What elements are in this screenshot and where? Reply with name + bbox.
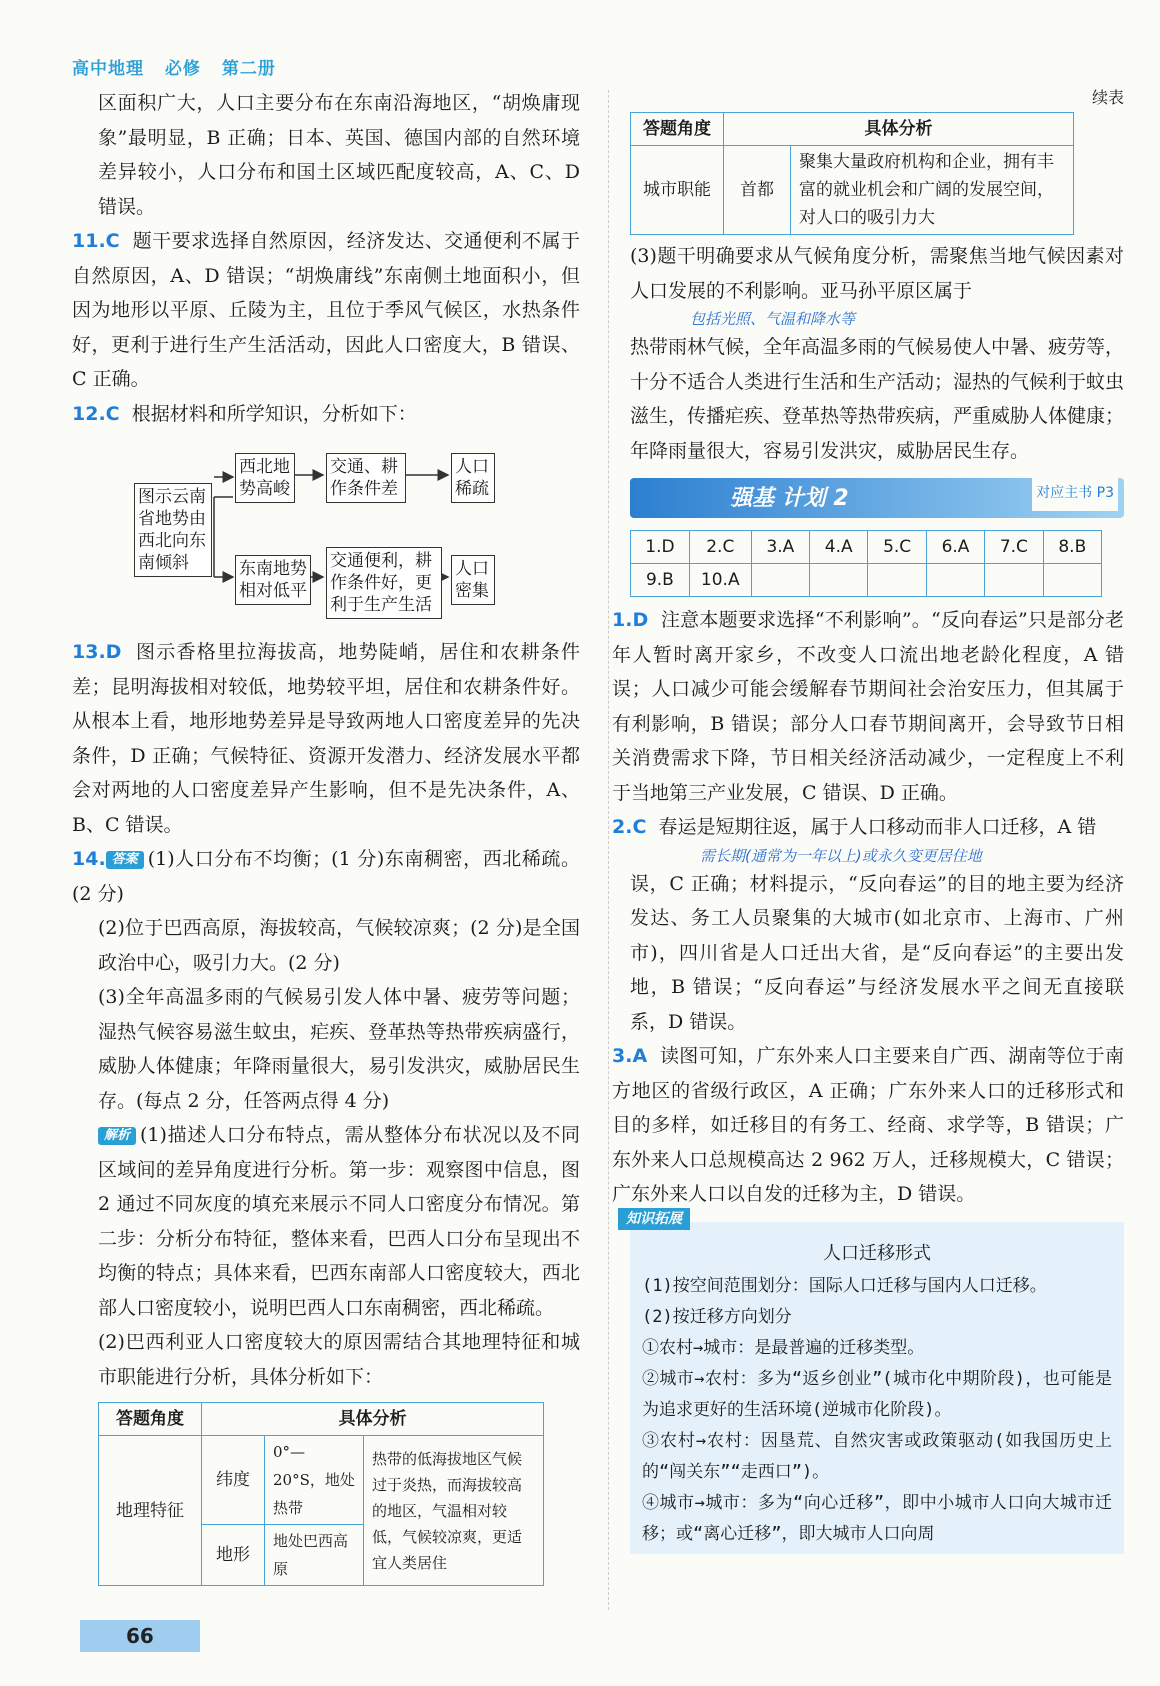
extension-line-2: (2)按迁移方向划分 <box>642 1306 792 1327</box>
flow-top1: 西北地势高峻 <box>235 453 295 503</box>
flow-bot3: 人口密集 <box>451 555 495 605</box>
extension-line-3: ①农村→城市：是最普遍的迁移类型。 <box>642 1337 925 1358</box>
q14-analysis-2: (2)巴西利亚人口密度较大的原因需结合其地理特征和城市职能进行分析，具体分析如下： <box>98 1331 580 1388</box>
flow-start: 图示云南省地势由西北向东南倾斜 <box>134 483 212 577</box>
question-13 <box>72 635 580 842</box>
header-volume: 第二册 <box>221 59 276 79</box>
answer-cell: 5.C <box>868 531 926 564</box>
flow-diagram <box>98 437 580 629</box>
q14-analysis-text-1: (1)描述人口分布特点，需从整体分布状况以及不同区域间的差异角度进行分析。第一步：观察图中信息，图 2 通过不同灰度的填充来展示不同人口密度分布情况。第二步：分析分布特征，整体来看，巴西人口分布呈现出不均衡的特点；具体来看，巴西东南部人口密度较大，西北部人口密度较小，说明巴西人口东南稠密，西北稀疏。 <box>98 1124 580 1319</box>
running-header <box>72 54 290 79</box>
answer-tag: 答案 <box>106 851 144 869</box>
ctable-desc: 聚集大量政府机构和企业，拥有丰富的就业机会和广阔的发展空间，对人口的吸引力大 <box>791 146 1074 235</box>
q14-answer-1: (1)人口分布不均衡；(1 分)东南稠密，西北稀疏。(2 分) <box>72 848 580 905</box>
r2-text-a: 春运是短期往返，属于人口移动而非人口迁移，A 错 <box>658 816 1097 838</box>
continued-label: 续表 <box>1091 88 1124 107</box>
column-divider <box>608 90 609 1610</box>
answer-cell: 10.A <box>689 564 751 597</box>
table-latitude-label: 纬度 <box>202 1436 265 1525</box>
r-question-3 <box>612 1039 1124 1212</box>
flow-bot1: 东南地势相对低平 <box>235 555 311 605</box>
left-column <box>72 86 580 1586</box>
annotation-climate: 包括光照、气温和降水等 <box>690 310 856 328</box>
table-header-analysis: 具体分析 <box>202 1403 544 1436</box>
answer-cell: 9.B <box>631 564 690 597</box>
q13-text: 图示香格里拉海拔高，地势陡峭，居住和农耕条件差；昆明海拔相对较低，地势较平坦，居住和农耕条件好。从根本上看，地形地势差异是导致两地人口密度差异的先决条件，D 正确；气候特征、资源开发潜力、经济发展水平都会对两地的人口密度差异产生影响，但不是先决条件，A、B、C 错误。 <box>72 641 580 836</box>
table-header-angle: 答题角度 <box>99 1403 202 1436</box>
q14-analysis-3b: 热带雨林气候，全年高温多雨的气候易使人中暑、疲劳等，十分不适合人类进行生活和生产活动；湿热的气候利于蚊虫滋生，传播疟疾、登革热等热带疾病，严重威胁人体健康；年降雨量很大，容易引发洪灾，威胁居民生存。 <box>630 336 1125 462</box>
table-climate-analysis: 热带的低海拔地区气候过于炎热，而海拔较高的地区，气温相对较低，气候较凉爽，更适宜人类居住 <box>364 1436 544 1586</box>
r1-number: 1.D <box>612 609 649 631</box>
r2-text-b: 误，C 正确；材料提示，“反向春运”的目的地主要为经济发达、务工人员聚集的大城市(如北京市、上海市、广州市)，四川省是人口迁出大省，是“反向春运”的主要出发地，B 错误；“反向春运”与经济发展水平之间无直接联系，D 错误。 <box>630 872 1124 1033</box>
q11-number: 11.C <box>72 230 120 252</box>
ctable-header-analysis: 具体分析 <box>724 113 1074 146</box>
r-question-1 <box>612 603 1124 810</box>
extension-line-1: (1)按空间范围划分：国际人口迁移与国内人口迁移。 <box>642 1275 1047 1296</box>
right-column <box>612 86 1125 1554</box>
flow-top2: 交通、耕作条件差 <box>326 453 406 503</box>
question-12 <box>72 397 580 432</box>
header-subject: 高中地理 <box>72 59 144 79</box>
q12-number: 12.C <box>72 402 120 425</box>
extension-line-4: ②城市→农村：多为“返乡创业”(城市化中期阶段)，也可能是为追求更好的生活环境(逆城市化阶段)。 <box>642 1368 1112 1420</box>
q14-analysis-3: (3)题干明确要求从气候角度分析，需聚焦当地气候因素对人口发展的不利影响。亚马孙平原区属于 <box>630 245 1124 302</box>
answer-cell: 3.A <box>751 531 809 564</box>
paragraph-continued: 区面积广大，人口主要分布在东南沿海地区，“胡焕庸现象”最明显，B 正确；日本、英国、德国内部的自然环境差异较小，人口分布和国土区域匹配度较高，A、C、D 错误。 <box>98 92 580 218</box>
knowledge-extension-box <box>626 1210 1124 1554</box>
table-terrain-value: 地处巴西高原 <box>265 1525 364 1586</box>
extension-title: 人口迁移形式 <box>823 1242 931 1264</box>
q14-answer-2: (2)位于巴西高原，海拔较高，气候较凉爽；(2 分)是全国政治中心，吸引力大。(2 分) <box>98 917 580 974</box>
extension-tag: 知识拓展 <box>618 1208 690 1230</box>
answer-cell: 1.D <box>631 531 690 564</box>
r1-text: 注意本题要求选择“不利影响”。“反向春运”只是部分老年人暂时离开家乡，不改变人口流出地老龄化程度，A 错误；人口减少可能会缓解春节期间社会治安压力，但其属于有利影响，B 错误；部分人口春节期间离开，会导致节日相关消费需求下降，节日相关经济活动减少，一定程度上不利于当地第三产业发展，C 错误、D 正确。 <box>612 609 1124 804</box>
annotation-migration: 需长期(通常为一年以上)或永久变更居住地 <box>700 846 982 865</box>
ctable-cat: 城市职能 <box>631 146 724 235</box>
q13-number: 13.D <box>72 641 122 663</box>
question-14 <box>72 842 580 911</box>
extension-line-6: ④城市→城市：多为“向心迁移”，即中小城市人口向大城市迁移；或“离心迁移”，即大城市人口向周 <box>642 1492 1112 1544</box>
ctable-header-angle: 答题角度 <box>631 113 724 146</box>
table-terrain-label: 地形 <box>202 1525 265 1586</box>
q14-analysis-1 <box>98 1118 580 1325</box>
q11-text: 题干要求选择自然原因，经济发达、交通便利不属于自然原因，A、D 错误；“胡焕庸线”东南侧土地面积小，但因为地形以平原、丘陵为主，且位于季风气候区，水热条件好，更利于进行生产生活活动，因此人口密度大，B 错误、C 正确。 <box>72 230 580 390</box>
table-latitude-value: 0°—20°S，地处热带 <box>265 1436 364 1525</box>
answer-cell: 6.A <box>926 531 984 564</box>
continued-table <box>630 112 1074 235</box>
flow-top3: 人口稀疏 <box>451 453 495 503</box>
q14-answer-3: (3)全年高温多雨的气候易引发人体中暑、疲劳等问题；湿热气候容易滋生蚊虫，疟疾、登革热等热带疾病盛行，威胁人体健康；年降雨量很大，易引发洪灾，威胁居民生存。(每点 2 分，任答两点得 4 分) <box>98 986 580 1112</box>
header-book: 必修 <box>164 59 201 79</box>
question-11 <box>72 224 580 397</box>
answer-cell: 8.B <box>1043 531 1101 564</box>
section-banner <box>630 478 1124 518</box>
extension-line-5: ③农村→农村：因垦荒、自然灾害或政策驱动(如我国历史上的“闯关东”“走西口”)。 <box>642 1430 1112 1482</box>
ctable-sub: 首都 <box>724 146 791 235</box>
r-question-2 <box>612 810 1124 845</box>
r3-text: 读图可知，广东外来人口主要来自广西、湖南等位于南方地区的省级行政区，A 正确；广东外来人口的迁移形式和目的多样，如迁移目的有务工、经商、求学等，B 错误；广东外来人口总规模高达 2 962 万人，迁移规模大，C 错误；广东外来人口以自发的迁移为主，D 错误。 <box>612 1045 1124 1205</box>
analysis-table <box>98 1402 544 1586</box>
answer-cell: 7.C <box>985 531 1043 564</box>
answer-grid <box>630 530 1102 597</box>
r3-number: 3.A <box>612 1045 648 1067</box>
page-number: 66 <box>80 1620 200 1652</box>
banner-reference: 对应主书 P3 <box>1032 476 1118 511</box>
answer-cell: 2.C <box>689 531 751 564</box>
table-cat-geo: 地理特征 <box>99 1436 202 1586</box>
flow-bot2: 交通便利，耕作条件好，更利于生产生活 <box>326 547 442 619</box>
banner-title: 强基 计划 2 <box>730 486 849 511</box>
analysis-tag: 解析 <box>98 1127 136 1145</box>
q12-text: 根据材料和所学知识，分析如下： <box>131 402 417 425</box>
answer-cell: 4.A <box>810 531 868 564</box>
q14-number: 14. <box>72 848 106 870</box>
r2-number: 2.C <box>612 816 647 838</box>
